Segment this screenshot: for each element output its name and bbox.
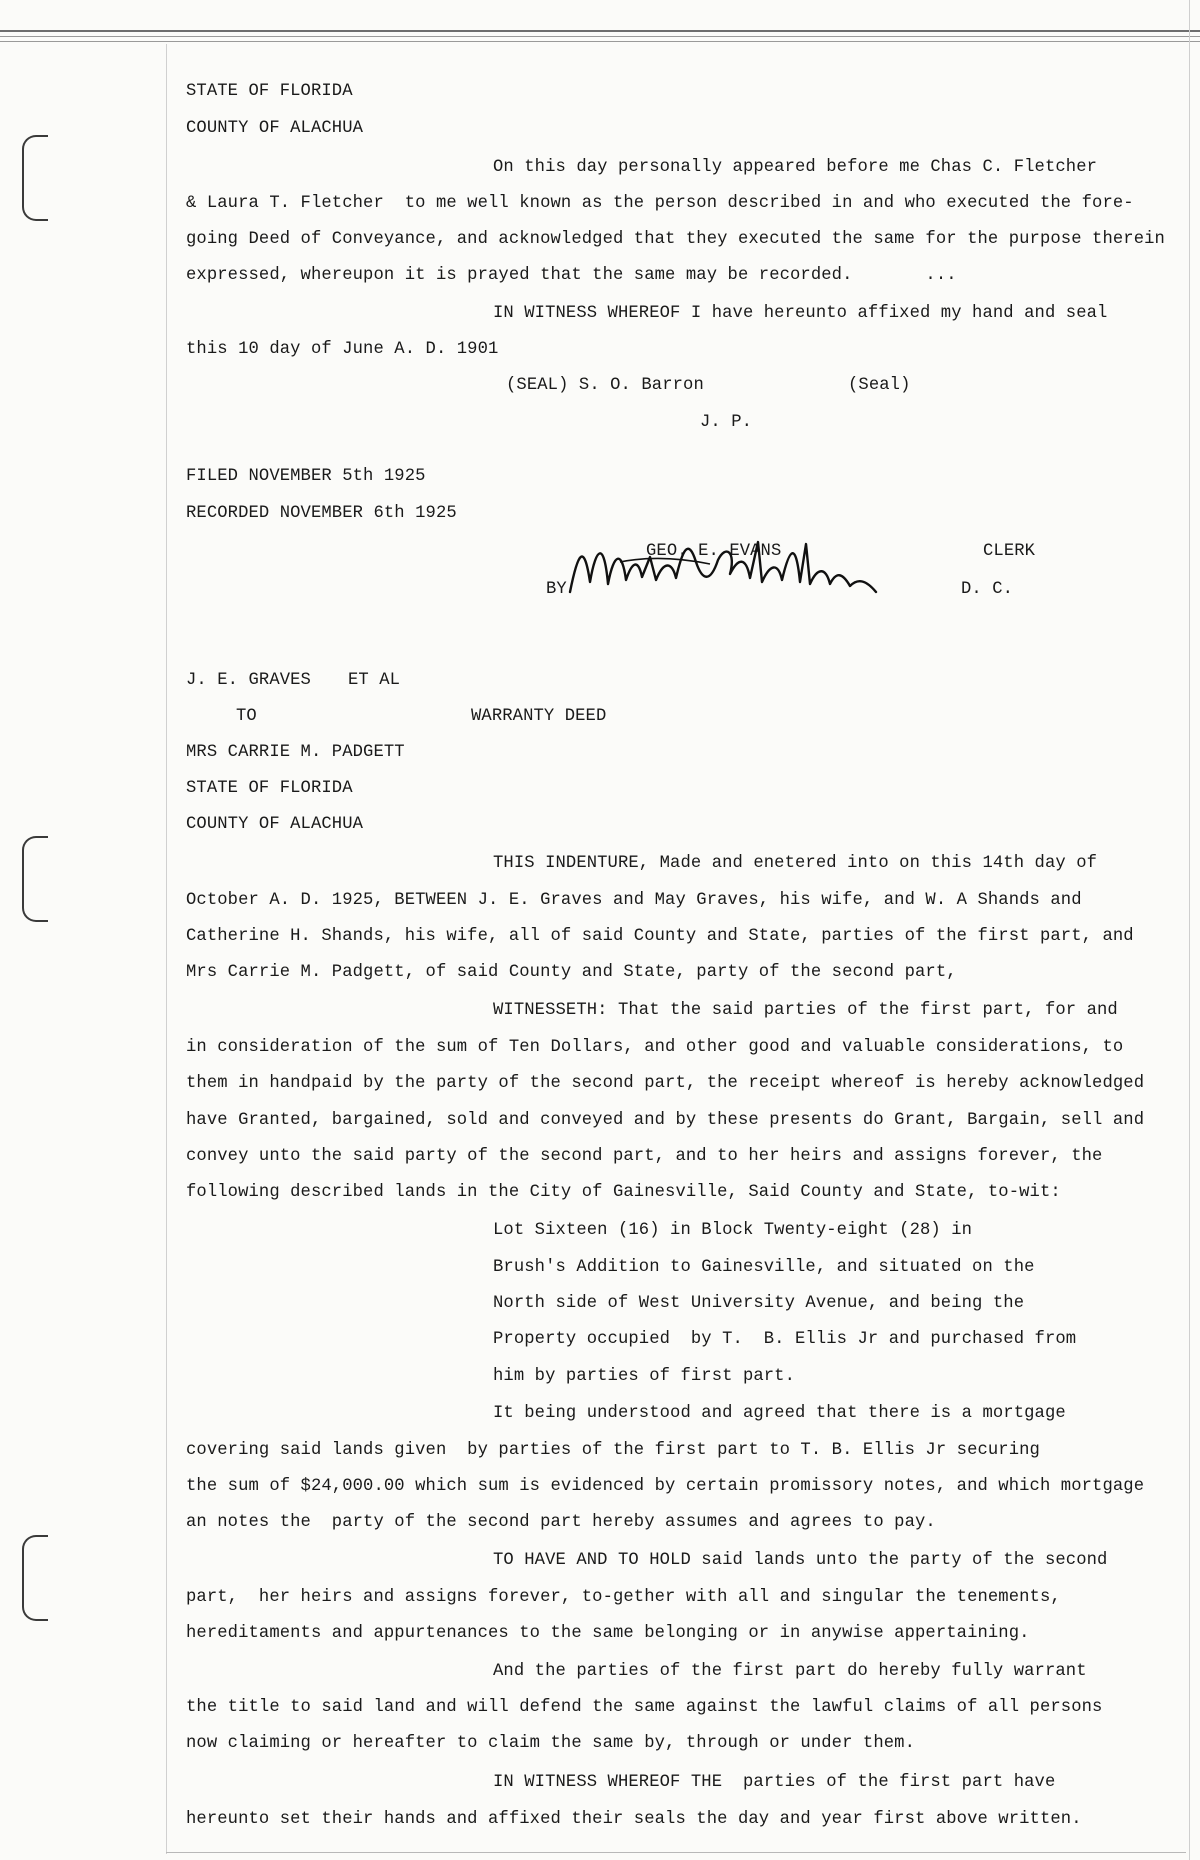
indenture-line: Catherine H. Shands, his wife, all of said County and State, parties of the first part, and [186, 927, 1134, 946]
to-label: TO [236, 707, 257, 726]
witnesseth-line: in consideration of the sum of Ten Dollars, and other good and valuable considerations, to [186, 1038, 1124, 1057]
ack-seal-right: (Seal) [848, 376, 911, 395]
property-description-line: Brush's Addition to Gainesville, and situated on the [493, 1258, 1035, 1277]
binder-hole-mark [22, 836, 48, 922]
mortgage-line: covering said lands given by parties of the first part to T. B. Ellis Jr securing [186, 1441, 1040, 1460]
ack-seal-signature: (SEAL) S. O. Barron [506, 376, 704, 395]
ack-date-line: this 10 day of June A. D. 1901 [186, 340, 499, 359]
ack-body-line: expressed, whereupon it is prayed that the same may be recorded. ... [186, 266, 957, 285]
property-description-line: Lot Sixteen (16) in Block Twenty-eight (28) in [493, 1221, 973, 1240]
witnesseth-line: have Granted, bargained, sold and conveyed and by these presents do Grant, Bargain, sell and [186, 1111, 1145, 1130]
mortgage-line: It being understood and agreed that there is a mortgage [493, 1404, 1066, 1423]
testimonium-line: hereunto set their hands and affixed their seals the day and year first above written. [186, 1810, 1082, 1829]
top-border-rule-thin [0, 36, 1200, 37]
deputy-clerk-label: D. C. [961, 580, 1014, 599]
ack-county-heading: COUNTY OF ALACHUA [186, 119, 364, 138]
indenture-line: THIS INDENTURE, Made and enetered into on this 14th day of [493, 854, 1098, 873]
bottom-rule [166, 1852, 1186, 1853]
testimonium-line: IN WITNESS WHEREOF THE parties of the first part have [493, 1773, 1056, 1792]
clerk-name: GEO. E. EVANS [646, 542, 782, 561]
handwritten-signature [560, 522, 900, 612]
indenture-line: Mrs Carrie M. Padgett, of said County and State, party of the second part, [186, 963, 957, 982]
mortgage-line: the sum of $24,000.00 which sum is evidenced by certain promissory notes, and which mortgage [186, 1477, 1145, 1496]
document-type-heading: WARRANTY DEED [471, 707, 607, 726]
mortgage-line: an notes the party of the second part hereby assumes and agrees to pay. [186, 1513, 936, 1532]
by-label: BY [546, 580, 567, 599]
witnesseth-line: following described lands in the City of Gainesville, Said County and State, to-wit: [186, 1183, 1061, 1202]
top-border-rule [0, 30, 1200, 32]
grantee-name: MRS CARRIE M. PADGETT [186, 743, 405, 762]
ack-officer-title: J. P. [700, 413, 753, 432]
et-al-label: ET AL [348, 671, 401, 690]
property-description-line: Property occupied by T. B. Ellis Jr and purchased from [493, 1330, 1077, 1349]
ack-state-heading: STATE OF FLORIDA [186, 82, 353, 101]
witnesseth-line: WITNESSETH: That the said parties of the first part, for and [493, 1001, 1118, 1020]
habendum-line: hereditaments and appurtenances to the same belonging or in anywise appertaining. [186, 1624, 1030, 1643]
warranty-line: now claiming or hereafter to claim the same by, through or under them. [186, 1734, 915, 1753]
witnesseth-line: them in handpaid by the party of the second part, the receipt whereof is hereby acknowledged [186, 1074, 1145, 1093]
habendum-line: part, her heirs and assigns forever, to-gether with all and singular the tenements, [186, 1588, 1061, 1607]
left-margin-line [166, 44, 167, 1854]
witnesseth-line: convey unto the said party of the second part, and to her heirs and assigns forever, the [186, 1147, 1103, 1166]
binder-hole-mark [22, 1535, 48, 1621]
recorded-date: RECORDED NOVEMBER 6th 1925 [186, 504, 457, 523]
warranty-line: And the parties of the first part do hereby fully warrant [493, 1662, 1087, 1681]
top-border-rule-thin-2 [0, 41, 1200, 42]
filed-date: FILED NOVEMBER 5th 1925 [186, 467, 426, 486]
grantor-name: J. E. GRAVES [186, 671, 311, 690]
binder-hole-mark [22, 135, 48, 221]
ack-body-line: & Laura T. Fletcher to me well known as the person described in and who executed the fore- [186, 194, 1134, 213]
ack-body-line: On this day personally appeared before me Chas C. Fletcher [493, 158, 1098, 177]
right-page-edge [1189, 0, 1190, 1860]
habendum-line: TO HAVE AND TO HOLD said lands unto the party of the second [493, 1551, 1108, 1570]
deed-state-heading: STATE OF FLORIDA [186, 779, 353, 798]
warranty-line: the title to said land and will defend the same against the lawful claims of all persons [186, 1698, 1103, 1717]
property-description-line: him by parties of first part. [493, 1367, 796, 1386]
ack-body-line: going Deed of Conveyance, and acknowledged that they executed the same for the purpose therein [186, 230, 1165, 249]
indenture-line: October A. D. 1925, BETWEEN J. E. Graves and May Graves, his wife, and W. A Shands and [186, 891, 1082, 910]
ack-witness-line: IN WITNESS WHEREOF I have hereunto affixed my hand and seal [493, 304, 1108, 323]
deed-county-heading: COUNTY OF ALACHUA [186, 815, 364, 834]
property-description-line: North side of West University Avenue, and being the [493, 1294, 1025, 1313]
clerk-title: CLERK [983, 542, 1036, 561]
